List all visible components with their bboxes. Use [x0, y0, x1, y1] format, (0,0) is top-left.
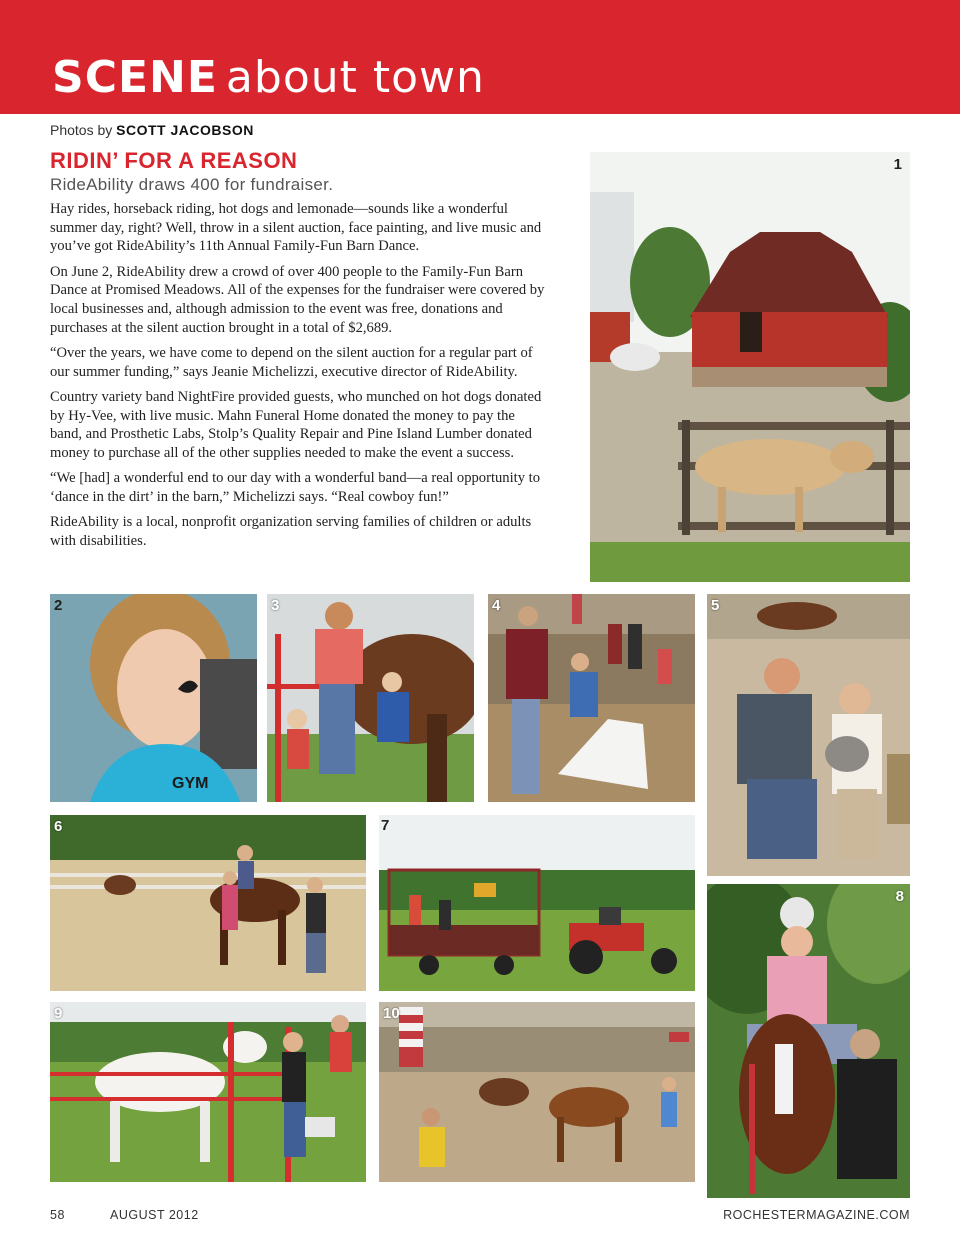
photo-white-horse [50, 1002, 366, 1182]
article-paragraph: “We [had] a wonderful end to our day with a wonderful band—a real opportunity to ‘dance in the dirt’ in the barn,” Michelizzi says. “Real cowboy fun!” [50, 470, 540, 505]
website-url: ROCHESTERMAGAZINE.COM [723, 1208, 910, 1222]
photo-hay-ride [379, 815, 695, 991]
section-title [52, 50, 485, 106]
photo-number: 4 [492, 597, 501, 614]
photographer-name: SCOTT JACOBSON [116, 122, 254, 138]
photo-face-painting [50, 594, 257, 802]
photo-auction [488, 594, 695, 802]
article-body [50, 200, 550, 557]
photo-white-horse-image [50, 1002, 366, 1182]
article-paragraph: Country variety band NightFire provided guests, who munched on hot dogs donated by Hy-Vee, with live music. Mahn Funeral Home donated the money to pay the band, and Prosthetic Labs, Stolp’s Quality Repair and Pine Island Lumber donated money to purchase all of the other supplies needed to make the event a success. [50, 388, 542, 461]
issue-date: AUGUST 2012 [110, 1208, 199, 1222]
photo-number: 6 [54, 818, 63, 835]
photo-riding-arena-image [50, 815, 366, 991]
photo-number: 8 [895, 888, 904, 905]
section-banner [0, 0, 960, 114]
photo-credit [50, 122, 254, 138]
photo-number: 10 [383, 1005, 400, 1022]
photo-indoor-arena [379, 1002, 695, 1182]
photo-barn-image [590, 152, 910, 582]
photo-horse-painting [267, 594, 474, 802]
svg-text:GYM: GYM [172, 775, 209, 792]
photo-number: 3 [271, 597, 280, 614]
photo-horse-painting-image [267, 594, 474, 802]
photo-credit-prefix: Photos by [50, 122, 113, 138]
article-paragraph: Hay rides, horseback riding, hot dogs and lemonade—sounds like a wonderful summer day, right? Well, throw in a silent auction, face painting, and live music and you’ve got RideAbility’s 11th Annual Family-Fun Barn Dance. [50, 201, 542, 255]
article-headline: RIDIN’ FOR A REASON [50, 148, 298, 173]
photo-indoor-arena-image [379, 1002, 695, 1182]
article-paragraph: “Over the years, we have come to depend on the silent auction for a regular part of our summer funding,” says Jeanie Michelizzi, executive director of RideAbility. [50, 344, 533, 380]
photo-girl-riding-image [707, 884, 910, 1198]
photo-father-son [707, 594, 910, 876]
photo-number: 5 [711, 597, 720, 614]
article-subhead: RideAbility draws 400 for fundraiser. [50, 175, 334, 194]
photo-auction-image [488, 594, 695, 802]
article-paragraph: On June 2, RideAbility drew a crowd of over 400 people to the Family-Fun Barn Dance at Promised Meadows. All of the expenses for the fundraiser were covered by local businesses and, although admission to the event was free, donations and purchases at the silent auction brought in a total of $2,689. [50, 263, 545, 336]
photo-hay-ride-image [379, 815, 695, 991]
photo-face-painting-image [50, 594, 257, 802]
section-title-light: about town [225, 52, 485, 103]
photo-number: 1 [893, 156, 902, 173]
photo-riding-arena [50, 815, 366, 991]
photo-barn [590, 152, 910, 582]
photo-number: 7 [381, 817, 390, 834]
photo-father-son-image [707, 594, 910, 876]
article-paragraph: RideAbility is a local, nonprofit organization serving families of children or adults with disabilities. [50, 514, 532, 549]
section-title-bold: SCENE [52, 52, 218, 103]
photo-number: 2 [54, 597, 63, 614]
page-number: 58 [50, 1208, 65, 1222]
photo-number: 9 [54, 1005, 63, 1022]
photo-girl-riding [707, 884, 910, 1198]
